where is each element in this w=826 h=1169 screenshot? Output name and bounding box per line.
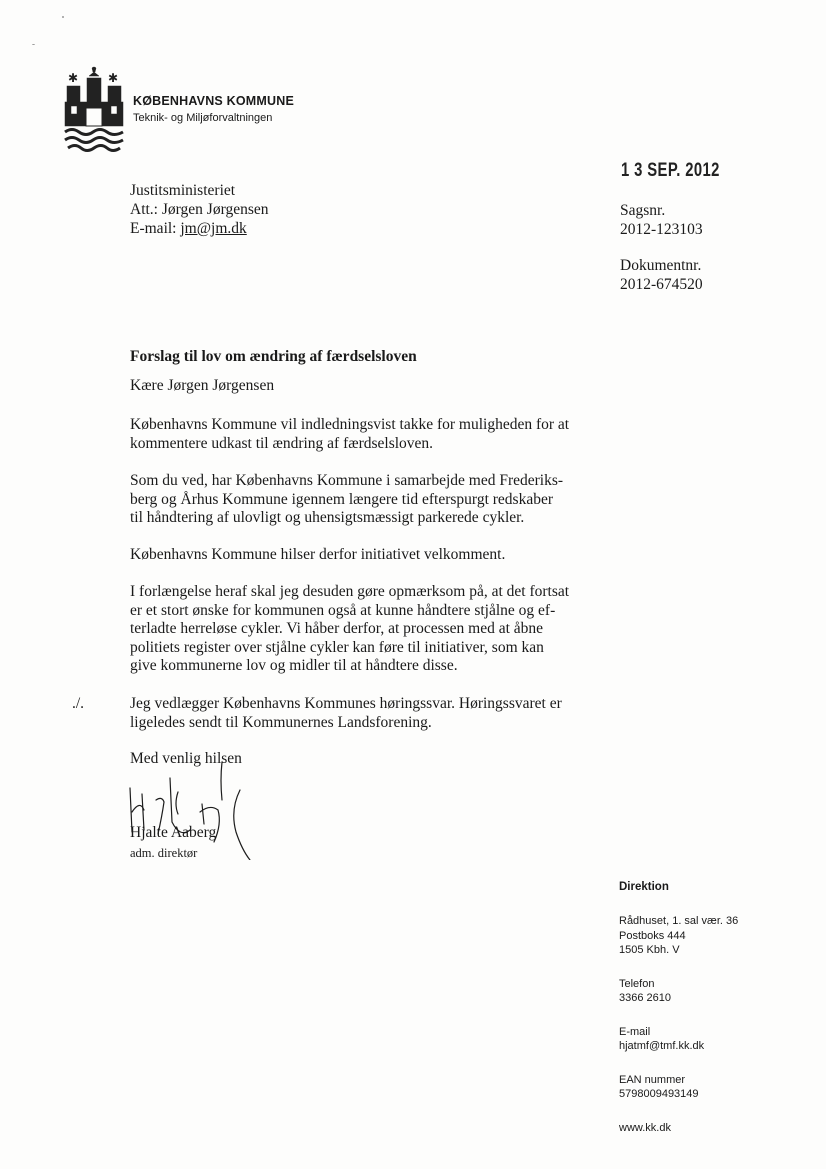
email-label: E-mail — [619, 1025, 651, 1038]
paragraph-line: Jeg vedlægger Københavns Kommunes høringssvar. Høringssvaret er — [130, 695, 562, 712]
ean-number: 5798009493149 — [619, 1088, 699, 1100]
address-line: 1505 Kbh. V — [619, 944, 680, 956]
website-link[interactable]: www.kk.dk — [619, 1121, 671, 1134]
phone-number: 3366 2610 — [619, 992, 671, 1004]
letter-subject: Forslag til lov om ændring af færdselsloven — [130, 348, 417, 365]
recipient-email-line — [130, 220, 269, 239]
paragraph-line: er et stort ønske for kommunen også at kunne håndtere stjålne og ef- — [130, 601, 556, 619]
address-block — [619, 914, 738, 958]
recipient-email-link[interactable]: jm@jm.dk — [180, 220, 247, 237]
paragraph-line: Københavns Kommune vil indledningsvist takke for muligheden for at — [130, 416, 570, 433]
paragraph-line: politiets register over stjålne cykler kan føre til initiativer, som kan — [130, 638, 544, 656]
reference-numbers — [620, 202, 703, 294]
address-line: Postboks 444 — [619, 929, 686, 942]
paragraph-line: terladte herreløse cykler. Vi håber derfor, at processen med at åbne — [130, 620, 544, 637]
paragraph — [130, 695, 600, 732]
phone-label: Telefon — [619, 977, 655, 990]
paragraph-line: ligeledes sendt til Kommunernes Landsforening. — [130, 713, 432, 731]
ean-label: EAN nummer — [619, 1073, 686, 1086]
paragraph-line: give kommunerne lov og midler til at håndtere disse. — [130, 657, 458, 674]
case-number-label: Sagsnr. — [620, 202, 666, 219]
recipient-address — [130, 182, 269, 239]
paragraph — [130, 583, 600, 676]
paragraph — [130, 416, 600, 453]
paragraph-line: Som du ved, har Københavns Kommune i samarbejde med Frederiks- — [130, 472, 564, 489]
email-label: E-mail: — [130, 220, 181, 237]
document-number: 2012-674520 — [620, 275, 703, 293]
paragraph-line: berg og Århus Kommune igennem længere tid efterspurgt redskaber — [130, 490, 553, 508]
ean-block — [619, 1073, 738, 1102]
coat-of-arms-logo — [62, 66, 126, 158]
email-block — [619, 1025, 738, 1054]
contact-sidebar — [619, 880, 738, 1135]
signer-title: adm. direktør — [130, 846, 198, 860]
email-address[interactable]: hjatmf@tmf.kk.dk — [619, 1040, 705, 1052]
paragraph — [130, 546, 600, 565]
paragraph — [130, 472, 600, 528]
salutation: Kære Jørgen Jørgensen — [130, 377, 275, 394]
closing-greeting: Med venlig hilsen — [130, 750, 242, 767]
signer-name: Hjalte Aaberg — [130, 824, 217, 841]
paragraph-line: til håndtering af ulovligt og uhensigtsmæssigt parkerede cykler. — [130, 509, 525, 526]
enclosure-mark: ./. — [72, 695, 85, 712]
phone-block — [619, 977, 738, 1006]
svg-text:✱: ✱ — [108, 71, 119, 85]
paragraph-line: Københavns Kommune hilser derfor initiativet velkomment. — [130, 546, 506, 563]
paragraph-line: I forlængelse heraf skal jeg desuden gøre opmærksom på, at det fortsat — [130, 583, 570, 600]
received-date-stamp: 1 3 SEP. 2012 — [621, 160, 720, 181]
recipient-line: Justitsministeriet — [130, 182, 236, 199]
address-line: Rådhuset, 1. sal vær. 36 — [619, 915, 739, 927]
document-number-label: Dokumentnr. — [620, 257, 702, 274]
organization-name: KØBENHAVNS KOMMUNE — [133, 94, 295, 108]
recipient-line: Att.: Jørgen Jørgensen — [130, 201, 269, 218]
case-number: 2012-123103 — [620, 220, 703, 238]
department-name: Teknik- og Miljøforvaltningen — [133, 112, 273, 124]
paragraph-line: kommentere udkast til ændring af færdselsloven. — [130, 434, 434, 452]
sidebar-heading: Direktion — [619, 881, 669, 893]
svg-text:✱: ✱ — [68, 71, 79, 85]
